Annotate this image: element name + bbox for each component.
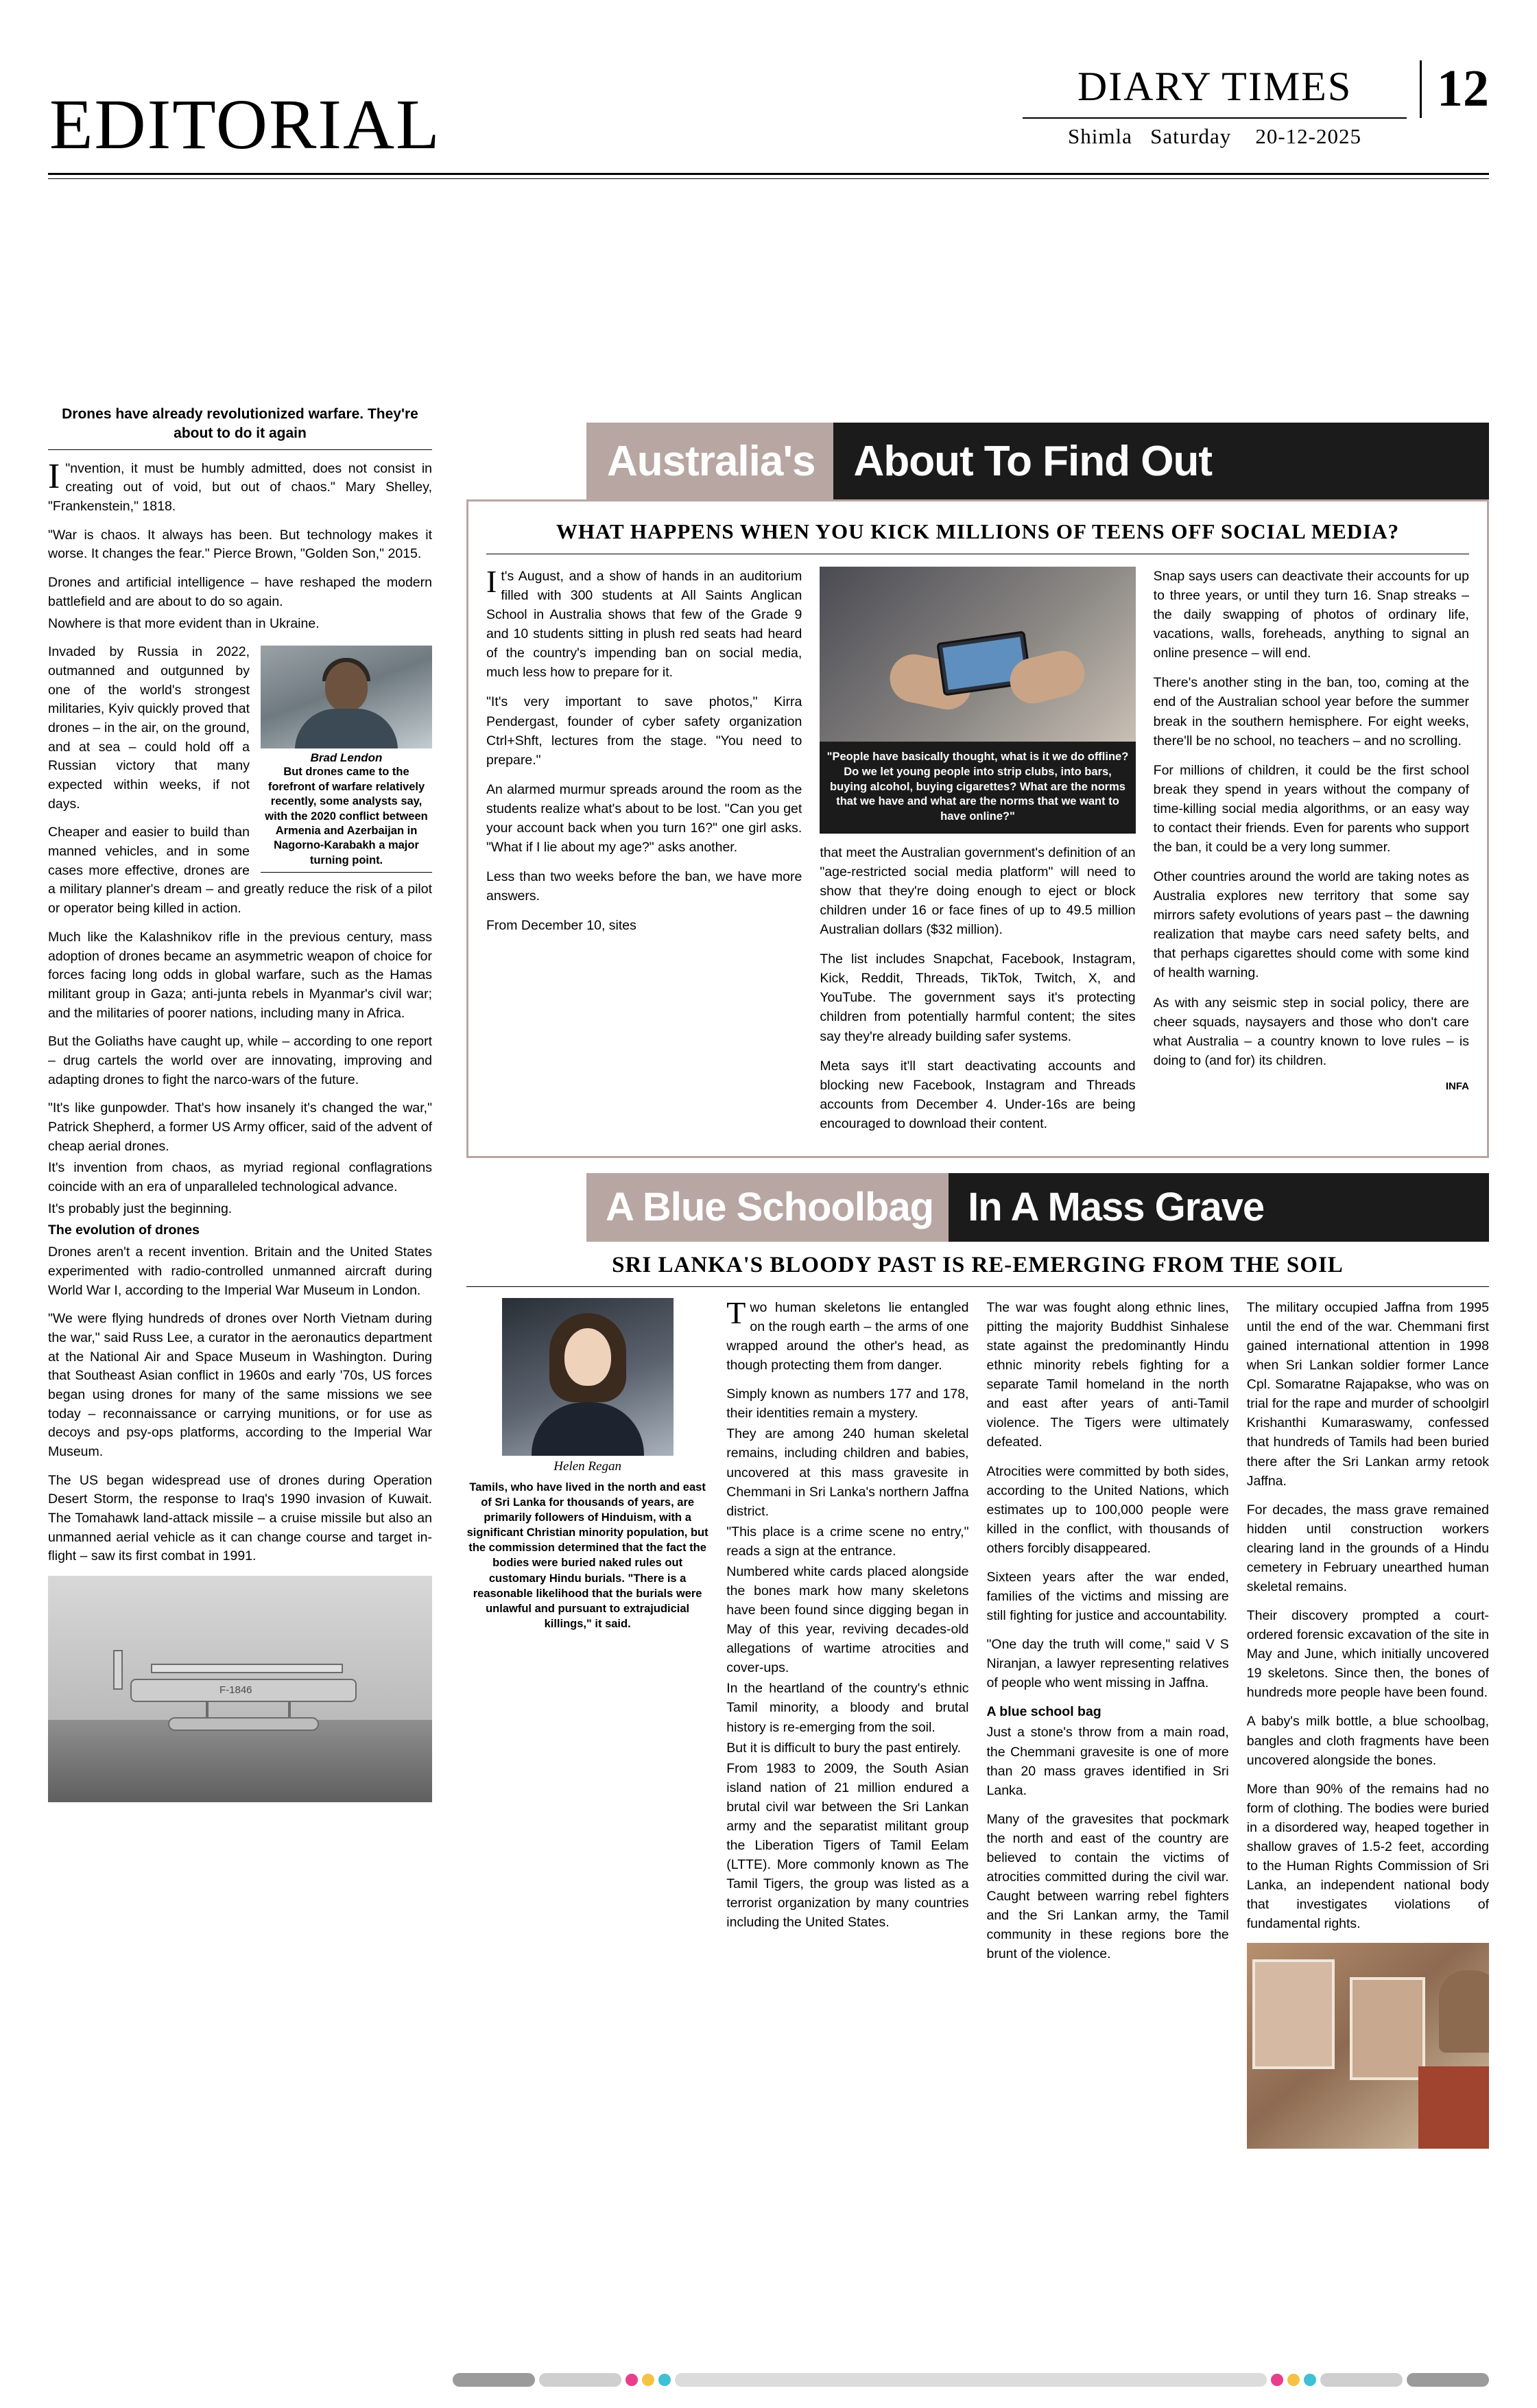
- paragraph: I "nvention, it must be humbly admitted, does not consist in creating out of void, but out of chaos." Mary Shelley, "Frankenstein," 1818.: [48, 456, 432, 515]
- paragraph: It's August, and a show of hands in an auditorium filled with 300 students at All Saints Anglican School in Australia shows that few of the Grade 9 and 10 students sitting in plush red seats had heard of the country's impending ban on social media, much less how to prepare for it.: [486, 564, 802, 681]
- portrait-caption: But drones came to the forefront of warfare relatively recently, some analysts say, with the 2020 conflict between Armenia and Azerbaijan in Nagorno-Karabakh a major turning point.: [261, 765, 432, 873]
- story1-credit: INFA: [1445, 1080, 1469, 1092]
- drop-cap: I: [486, 564, 497, 599]
- paragraph: Simply known as numbers 177 and 178, their identities remain a mystery.: [726, 1386, 969, 1421]
- story1-headline-part2: About To Find Out: [833, 423, 1489, 499]
- teen-phone-photo: [820, 567, 1135, 742]
- author-helen-regan: [466, 1298, 708, 1631]
- print-registration-bar: [453, 2371, 1489, 2389]
- paragraph: Drones and artificial intelligence – have reshaped the modern battlefield and are about to do so again.: [48, 575, 432, 609]
- paragraph: It's invention from chaos, as myriad regional conflagrations coincide with an era of unparalleled technological advance.: [48, 1160, 432, 1195]
- photo-plane-code: F-1846: [219, 1684, 252, 1697]
- reg-dot: [625, 2374, 638, 2386]
- paragraph: "It's very important to save photos," Kirra Pendergast, founder of cyber safety organization Ctrl+Shft, lectures from the stage. "You need to prepare.": [486, 694, 802, 768]
- portrait-name: Brad Lendon: [310, 751, 383, 765]
- drop-cap: T: [726, 1295, 746, 1330]
- paragraph: Numbered white cards placed alongside the bones mark how many skeletons have been found since digging began in May of this year, reviving decades-old allegations of wartime atrocities and cover-ups.: [726, 1563, 969, 1676]
- paragraph: Snap says users can deactivate their accounts for up to three years, or until they turn 16. Snap streaks – the daily swapping of photos of ordinary life, vacations, walls, foreheads, anything to signal an online presence – will end.: [1153, 569, 1469, 661]
- seaplane-photo: [48, 1576, 432, 1802]
- paragraph: Meta says it'll start deactivating accounts and blocking new Facebook, Instagram and Threads accounts from December 4. Under-16s are being encouraged to download their content.: [820, 1058, 1136, 1131]
- story2-columns: [466, 1295, 1489, 2149]
- reg-seg: [453, 2373, 535, 2387]
- editorial-subhead: The evolution of drones: [48, 1223, 200, 1238]
- paragraph: Atrocities were committed by both sides, according to the United Nations, which estimates up to 100,000 people were killed in the conflict, with thousands of others forcibly disappeared.: [986, 1463, 1229, 1556]
- paragraph: The US began widespread use of drones during Operation Desert Storm, the response to Iraq's 1990 invasion of Kuwait. The Tomahawk land-attack missile – a cruise missile but also an unmanned aerial vehicle as it can change course and target in-flight – saw its first combat in 1991.: [48, 1472, 432, 1564]
- masthead: [0, 0, 1537, 199]
- paragraph: The war was fought along ethnic lines, pitting the majority Buddhist Sinhalese state against the predominantly Hindu ethnic minority rebels fighting for a separate Tamil homeland in the north and east after years of anti-Tamil violence. The Tigers were ultimately defeated.: [986, 1299, 1229, 1450]
- paragraph: Invaded by Russia in 2022, outmanned and outgunned by one of the world's strongest militaries, Kyiv quickly proved that drones – in the air, on the ground, and at sea – could hold off a Russian victory that many expected within weeks, if not days.: [48, 644, 250, 812]
- main-stories: [466, 423, 1489, 2149]
- paragraph: For decades, the mass grave remained hidden until construction workers clearing land in the grounds of a Hindu cemetery in February unearthed human skeletal remains.: [1246, 1502, 1489, 1595]
- page-title: EDITORIAL: [49, 85, 441, 164]
- paragraph: In the heartland of the country's ethnic Tamil minority, a bloody and brutal history is re-emerging from the soil.: [726, 1681, 969, 1735]
- paragraph: But it is difficult to bury the past entirely.: [726, 1740, 962, 1756]
- paragraph: The military occupied Jaffna from 1995 until the end of the war. Chemmani first gained international attention in 1998 when Sri Lankan soldier former Lance Cpl. Somaratne Rajapakse, who was on trial for the rape and murder of schoolgirl Krishanthi Kumaraswamy, confessed that hundreds of Tamils had been buried there after the Sri Lankan army retook Jaffna.: [1246, 1299, 1489, 1489]
- paragraph: But the Goliaths have caught up, while – according to one report – drug cartels the world over are innovating, improving and adapting drones to fight the narco-wars of the future.: [48, 1034, 432, 1087]
- story1-col3: [1154, 567, 1469, 1144]
- paragraph: Cheaper and easier to build than manned vehicles, and in some cases more effective, drones are a military planner's dream – and greatly reduce the risk of a pilot or operator being killed in action.: [48, 825, 432, 917]
- editorial-column: [48, 405, 432, 1802]
- author-photo: [502, 1298, 674, 1456]
- page-number: 12: [1420, 60, 1489, 118]
- author-bio: Tamils, who have lived in the north and east of Sri Lanka for thousands of years, are primarily followers of Hinduism, with a significant Christian minority population, but the commission determined that the fact the bodies were buried naked rules out customary Hindu burials. "There is a reasonable likelihood that the burials were unlawful and pursuant to extrajudicial killings," it said.: [466, 1480, 708, 1630]
- paper-meta: [1023, 124, 1407, 149]
- paragraph: An alarmed murmur spreads around the room as the students realize what's about to be lost. "Can you get your account back when you turn 16?" one girl asks. "What if I lie about my age?" asks another.: [486, 781, 802, 855]
- paragraph: There's another sting in the ban, too, coming at the end of the Australian school year before the summer break in the southern hemisphere. For eight weeks, there'll be no school, no teachers – and no scrolling.: [1153, 675, 1469, 748]
- paragraph: The list includes Snapchat, Facebook, Instagram, Kick, Reddit, Threads, TikTok, Twitch, X, and YouTube. The government says it's protecting children from potentially harmful content; the sites say they're already building safer systems.: [820, 952, 1136, 1044]
- paragraph: More than 90% of the remains had no form of clothing. The bodies were buried in a disordered way, heaped together in shallow graves of 1.5-2 feet, according to the Human Rights Commission of Sri Lanka, an independent national body that investigates violations of fundamental rights.: [1246, 1781, 1489, 1932]
- reg-seg: [1320, 2373, 1403, 2387]
- story2-col3: [987, 1298, 1229, 2149]
- author-name: Helen Regan: [553, 1459, 621, 1474]
- masthead-divider-thick: [48, 173, 1489, 175]
- story1-col2: [820, 567, 1135, 1144]
- paragraph: A baby's milk bottle, a blue schoolbag, bangles and cloth fragments have been uncovered alongside the bones.: [1246, 1714, 1489, 1768]
- paper-name: DIARY TIMES: [1077, 64, 1353, 109]
- paragraph: that meet the Australian government's definition of an "age-restricted social media platform" will need to show that they're doing enough to eject or block children under 16 or face fines of up to 49.5 million Australian dollars ($32 million).: [820, 845, 1136, 938]
- reg-dot: [1271, 2374, 1283, 2386]
- paragraph: Many of the gravesites that pockmark the north and east of the country are believed to contain the victims of atrocities committed during the civil war. Caught between warring rebel fighters and the Sri Lankan army, the Tamil community in these regions bore the brunt of the violence.: [986, 1811, 1229, 1962]
- story2-subhead: A blue school bag: [986, 1704, 1101, 1720]
- story2-col1: [466, 1298, 708, 2149]
- reg-seg: [1407, 2373, 1489, 2387]
- portrait-brad-lendon: [261, 646, 432, 873]
- paper-brand: [1023, 63, 1407, 149]
- story1-photo-block: [820, 567, 1135, 834]
- reg-seg: [539, 2373, 621, 2387]
- story2-kicker: SRI LANKA'S BLOODY PAST IS RE-EMERGING FROM THE SOIL: [466, 1253, 1489, 1287]
- paper-day: Saturday: [1150, 124, 1232, 148]
- reg-dot: [1287, 2374, 1300, 2386]
- paragraph: Sixteen years after the war ended, families of the victims and missing are still fighting for justice and accountability.: [986, 1569, 1229, 1624]
- paper-city: Shimla: [1068, 124, 1132, 148]
- paragraph: Less than two weeks before the ban, we have more answers.: [486, 869, 802, 904]
- story2-col4: [1247, 1298, 1489, 2149]
- paragraph: For millions of children, it could be the first school break they spend in years without the company of time-killing social media algorithms, or an easy way to contact their friends. Even for parents who support the ban, it could be a very long summer.: [1153, 762, 1469, 855]
- drop-cap: I: [48, 456, 60, 496]
- editorial-headline: Drones have already revolutionized warfare. They're about to do it again: [48, 405, 432, 450]
- paragraph: "It's like gunpowder. That's how insanely it's changed the war," Patrick Shepherd, a former US Army officer, said of the advent of cheap aerial drones.: [48, 1100, 432, 1154]
- paper-date: 20-12-2025: [1255, 124, 1361, 148]
- story1-kicker: WHAT HAPPENS WHEN YOU KICK MILLIONS OF TEENS OFF SOCIAL MEDIA?: [486, 519, 1469, 554]
- story1-frame: [466, 499, 1489, 1158]
- protest-photo: [1247, 1943, 1489, 2149]
- paragraph: Other countries around the world are taking notes as Australia explores new territory that some say mirrors safety evolutions of years past – the dawning realization that maybe cars need safety belts, and that perhaps cigarettes should come with some kind of health warning.: [1153, 869, 1469, 981]
- editorial-body: [48, 456, 432, 1566]
- paragraph: As with any seismic step in social policy, there are cheer squads, naysayers and those who don't care what Australia – a country known to love rules – is doing to (and for) its children.: [1153, 995, 1469, 1068]
- story1-columns: [486, 564, 1469, 1144]
- paragraph: Two human skeletons lie entangled on the rough earth – the arms of one wrapped around the other's head, as though protecting them from danger.: [726, 1295, 969, 1373]
- story2-headline-part2: In A Mass Grave: [949, 1173, 1489, 1242]
- paragraph: Nowhere is that more evident than in Ukraine.: [48, 615, 320, 631]
- story1-headline-part1: Australia's: [586, 423, 833, 499]
- portrait-photo: [261, 646, 432, 748]
- reg-dot: [658, 2374, 671, 2386]
- brand-divider: [1023, 117, 1407, 119]
- paragraph: Drones aren't a recent invention. Britain and the United States experimented with radio-controlled unmanned aircraft during World War I, according to the Imperial War Museum in London.: [48, 1244, 432, 1298]
- paragraph: From 1983 to 2009, the South Asian island nation of 21 million endured a brutal civil war between the Sri Lankan army and the separatist militant group the Liberation Tigers of Tamil Eelam (LTTE). More commonly known as The Tamil Tigers, the group was listed as a terrorist organization by many countries including the United States.: [726, 1760, 969, 1931]
- paragraph: "This place is a crime scene no entry," reads a sign at the entrance.: [726, 1524, 969, 1559]
- paragraph: From December 10, sites: [486, 918, 636, 934]
- story1-headline: [586, 423, 1489, 499]
- paragraph: "We were flying hundreds of drones over North Vietnam during the war," said Russ Lee, a curator in the aeronautics department at the National Air and Space Museum in Washington. During that Southeast Asian conflict in 1960s and early '70s, US forces began using drones for many of the same missions we see today – reconnaissance or carrying munitions, or for use as decoys and psy-ops platforms, according to the Imperial War Museum.: [48, 1311, 432, 1459]
- story2-headline: [586, 1173, 1489, 1242]
- story1-photo-caption: "People have basically thought, what is it we do offline? Do we let young people into strip clubs, into bars, buying alcohol, buying cigarettes? What are the norms that we have and what are the norms that we want to have online?": [820, 742, 1135, 833]
- paragraph: It's probably just the beginning.: [48, 1201, 233, 1216]
- story2-headline-part1: A Blue Schoolbag: [586, 1173, 949, 1242]
- paragraph: "One day the truth will come," said V S Niranjan, a lawyer representing relatives of people who went missing in Jaffna.: [986, 1637, 1229, 1691]
- reg-dot: [642, 2374, 654, 2386]
- reg-dot: [1304, 2374, 1316, 2386]
- paragraph: Just a stone's throw from a main road, the Chemmani gravesite is one of more than 20 mass graves identified in Sri Lanka.: [986, 1725, 1229, 1798]
- paragraph: "War is chaos. It always has been. But technology makes it worse. It changes the fear." Pierce Brown, "Golden Son," 2015.: [48, 527, 432, 562]
- paragraph: They are among 240 human skeletal remains, including children and babies, uncovered at this mass gravesite in Chemmani in Sri Lanka's northern Jaffna district.: [726, 1426, 969, 1519]
- story1-col1: [486, 564, 802, 1144]
- reg-seg: [675, 2373, 1267, 2387]
- story2-col2: [726, 1295, 969, 2149]
- paragraph: Much like the Kalashnikov rifle in the previous century, mass adoption of drones became an asymmetric weapon of choice for forces facing long odds in global warfare, such as the Hamas militant group in Gaza; anti-junta rebels in Myanmar's civil war; and the militaries of poorer nations, including many in Africa.: [48, 929, 432, 1021]
- paragraph: Their discovery prompted a court-ordered forensic excavation of the site in May and June, which initially uncovered 19 skeletons. Since then, the bones of hundreds more people have been found.: [1246, 1608, 1489, 1701]
- masthead-divider-thin: [48, 178, 1489, 179]
